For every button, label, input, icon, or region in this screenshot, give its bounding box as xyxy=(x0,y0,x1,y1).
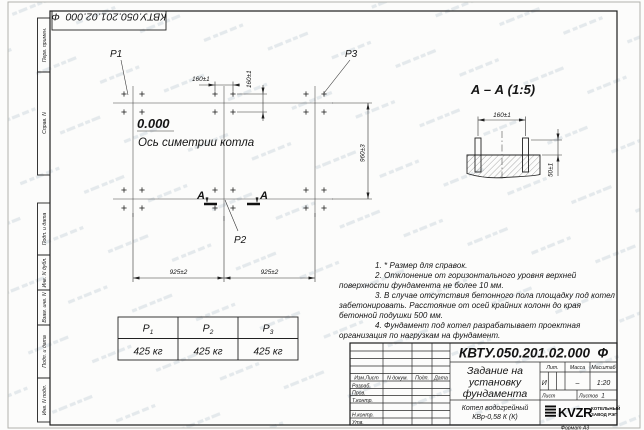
p1-label: P1 xyxy=(110,49,123,60)
note-3: 3. В случае отсутствия бетонного пола площадку под котел забетонировать. Расстояние от осей крайних колонн до края бетонной подушки 500 мм. xyxy=(339,291,615,320)
doc-title-line3: фундамента xyxy=(462,388,528,400)
margin-field-label: Подп. и дата xyxy=(42,335,49,368)
p-symbol: P xyxy=(142,322,150,335)
col-n-dokum: N докум. xyxy=(387,375,408,382)
scale-value: 1:20 xyxy=(596,380,611,387)
section-dim-50: 50±1 xyxy=(547,162,555,177)
lit-value: И xyxy=(541,380,547,387)
level-mark: 0.000 xyxy=(137,116,170,131)
p-subscript: 3 xyxy=(269,328,274,336)
top-doc-number-text: КВТУ.050.201.02.000 Ф xyxy=(51,10,167,23)
load-value: 425 кг xyxy=(133,346,163,358)
note-4: 4. Фундамент под котел разрабатывает проектная организация по нагрузкам на фундамент. xyxy=(339,321,581,340)
p-symbol: P xyxy=(262,322,270,335)
dim-960: 960±3 xyxy=(359,144,367,162)
margin-field-label: Перв. примен. xyxy=(42,27,49,63)
margin-field-label: Подп. и дата xyxy=(42,212,49,246)
load-value: 425 кг xyxy=(253,346,283,358)
row-prov: Пров. xyxy=(352,390,366,397)
dim-925-right: 925±2 xyxy=(260,269,279,276)
concrete-pad-hatch xyxy=(467,155,540,178)
dim-160-horizontal: 160±1 xyxy=(192,76,210,83)
margin-field-label: Взам. инв. N xyxy=(42,292,49,323)
notes-block xyxy=(339,261,617,341)
section-dim-160: 160±1 xyxy=(493,112,511,119)
company-name-line1: КОТЕЛЬНЫЙ xyxy=(591,406,621,411)
margin-field-label: Инв. N дубл. xyxy=(42,257,49,288)
doc-title-line2: установку xyxy=(468,376,522,389)
col-data: Дата xyxy=(434,375,448,382)
col-izm-list: Изм.Лист xyxy=(354,375,379,382)
mass-label: Масса xyxy=(569,365,586,371)
note-2: 2. Отклонение от горизонтального уровня верхней поверхности фундамента не более 10 мм. xyxy=(339,271,577,290)
section-view-title: А – А (1:5) xyxy=(470,82,536,97)
row-utv: Утв. xyxy=(352,420,364,426)
p-subscript: 2 xyxy=(209,328,214,336)
note-1: 1. * Размер для справок. xyxy=(375,261,468,270)
dim-160-vertical: 160±1 xyxy=(246,70,253,88)
p-symbol: P xyxy=(202,322,210,335)
p-subscript: 1 xyxy=(149,328,154,336)
doc-title-line1: Задание на xyxy=(467,365,523,377)
boiler-axis-caption: Ось симетрии котла xyxy=(138,137,255,149)
mass-value: – xyxy=(575,380,580,387)
dim-925-left: 925±2 xyxy=(169,269,188,276)
p3-label: P3 xyxy=(345,49,358,60)
company-name-line2: ЗАВОД РЭП xyxy=(591,412,618,417)
title-block-doc-number: КВТУ.050.201.02.000 Ф xyxy=(458,345,609,361)
row-nkontr: Н.контр. xyxy=(352,412,374,419)
load-value: 425 кг xyxy=(193,346,223,358)
kvzr-logo-text: KVZR xyxy=(558,405,593,420)
row-razrab: Разраб. xyxy=(352,383,371,390)
margin-field-label: Инв. N подл. xyxy=(42,384,49,416)
section-letter-right: А xyxy=(260,190,268,202)
row-tkontr: Т.контр. xyxy=(352,398,373,404)
sheets-value: 1 xyxy=(601,392,605,400)
lit-label: Лит. xyxy=(546,365,559,371)
product-name-line2: КВр-0,58 К (К) xyxy=(472,414,518,421)
col-podp: Подп. xyxy=(415,375,429,382)
product-name-line1: Котел водогрейный xyxy=(461,405,529,412)
sheets-label: Листов xyxy=(579,393,598,400)
watermark-pattern xyxy=(8,2,640,428)
format-label: Формат А3 xyxy=(560,425,590,430)
scale-label: Масштаб xyxy=(591,365,616,371)
margin-field-label: Справ. N xyxy=(42,112,49,134)
sheet-label: Лист xyxy=(542,393,556,400)
p2-label: P2 xyxy=(234,235,247,246)
section-letter-left: А xyxy=(197,190,205,202)
